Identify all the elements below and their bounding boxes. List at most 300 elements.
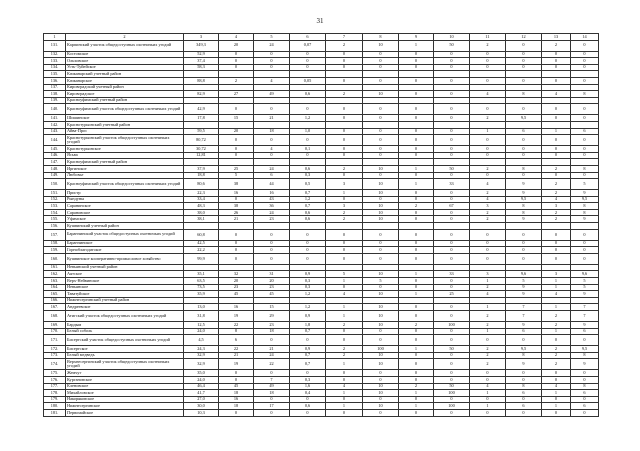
value-cell: 9: [506, 291, 542, 298]
value-cell: 0: [254, 335, 290, 346]
value-cell: 10: [363, 304, 399, 311]
value-cell: [254, 223, 290, 230]
value-cell: 0,7: [290, 328, 326, 335]
ground-name: Пристр: [66, 190, 184, 197]
value-cell: [219, 121, 254, 128]
value-cell: 0: [434, 229, 470, 240]
value-cell: 21: [219, 216, 254, 223]
value-cell: 4: [470, 196, 506, 203]
value-cell: 100: [434, 390, 470, 397]
column-header: 14: [571, 34, 599, 41]
value-cell: [506, 297, 542, 304]
value-cell: 0: [470, 64, 506, 71]
value-cell: 0: [290, 253, 326, 264]
value-cell: 3: [326, 203, 363, 210]
value-cell: 9: [571, 322, 599, 329]
value-cell: 0: [542, 247, 571, 254]
value-cell: 2: [542, 179, 571, 190]
ground-name: Карпинский участок общедоступных охотничьих угодий: [66, 40, 184, 51]
value-cell: 8: [571, 91, 599, 98]
page-number: 31: [316, 17, 324, 25]
value-cell: 1: [399, 179, 434, 190]
value-cell: [290, 84, 326, 91]
table-row: [44, 264, 599, 271]
value-cell: [399, 264, 434, 271]
value-cell: 0: [506, 240, 542, 247]
value-cell: 0: [470, 172, 506, 179]
value-cell: 0: [399, 335, 434, 346]
table-row: [44, 229, 599, 240]
value-cell: 0: [434, 115, 470, 122]
value-cell: 100: [363, 346, 399, 353]
ground-name: Красноуфимский учетный район: [66, 97, 184, 104]
value-cell: 3: [470, 271, 506, 278]
value-cell: 0: [571, 152, 599, 159]
table-row: [44, 71, 599, 78]
value-cell: 0: [399, 311, 434, 322]
row-number: 139.: [44, 97, 66, 104]
value-cell: 33,4: [184, 196, 219, 203]
value-cell: 0: [506, 409, 542, 416]
value-cell: 0: [542, 152, 571, 159]
value-cell: 2: [219, 77, 254, 84]
value-cell: 2: [470, 284, 506, 291]
value-cell: 0: [326, 77, 363, 84]
value-cell: 2: [326, 165, 363, 172]
value-cell: 0,7: [290, 352, 326, 359]
row-number: 156.: [44, 223, 66, 230]
value-cell: 0: [571, 240, 599, 247]
value-cell: 0: [290, 396, 326, 403]
value-cell: [326, 97, 363, 104]
value-cell: 22: [219, 346, 254, 353]
value-cell: 0: [363, 284, 399, 291]
value-cell: 7: [506, 304, 542, 311]
ground-name: Верхнесергинский участок общедоступных охотничьих угодий: [66, 359, 184, 370]
value-cell: 0: [571, 396, 599, 403]
row-number: 180.: [44, 403, 66, 410]
value-cell: [470, 121, 506, 128]
value-cell: 0: [399, 51, 434, 58]
row-number: 145.: [44, 146, 66, 153]
value-cell: [219, 84, 254, 91]
row-number: 151.: [44, 190, 66, 197]
value-cell: [184, 264, 219, 271]
value-cell: 38,0: [184, 209, 219, 216]
value-cell: 10: [363, 91, 399, 98]
value-cell: 1: [399, 271, 434, 278]
value-cell: 0: [254, 64, 290, 71]
value-cell: 30,72: [184, 146, 219, 153]
value-cell: 16: [219, 396, 254, 403]
column-header: 3: [184, 34, 219, 41]
table-row: [44, 190, 599, 197]
value-cell: 0: [542, 51, 571, 58]
value-cell: 9: [506, 216, 542, 223]
value-cell: 15: [254, 304, 290, 311]
ground-name: Бисертский участок общедоступных охотничьих угодий: [66, 335, 184, 346]
value-cell: [571, 97, 599, 104]
value-cell: 0: [254, 58, 290, 65]
value-cell: 7: [571, 311, 599, 322]
value-cell: 0,1: [290, 146, 326, 153]
value-cell: 0,3: [290, 284, 326, 291]
value-cell: 49: [254, 91, 290, 98]
value-cell: [470, 97, 506, 104]
value-cell: 1,2: [290, 291, 326, 298]
value-cell: 0: [571, 335, 599, 346]
value-cell: 8: [506, 383, 542, 390]
value-cell: 10: [363, 165, 399, 172]
value-cell: 0: [506, 229, 542, 240]
value-cell: 0: [326, 64, 363, 71]
value-cell: 0: [326, 247, 363, 254]
row-number: 170.: [44, 328, 66, 335]
value-cell: 22,3: [184, 190, 219, 197]
value-cell: 0: [542, 335, 571, 346]
value-cell: 80,72: [184, 135, 219, 146]
row-number: 159.: [44, 247, 66, 254]
value-cell: 2: [399, 322, 434, 329]
value-cell: 4: [542, 383, 571, 390]
value-cell: 9,5: [571, 346, 599, 353]
value-cell: 0: [470, 370, 506, 377]
value-cell: 42,5: [184, 240, 219, 247]
value-cell: 0: [434, 284, 470, 291]
row-number: 157.: [44, 229, 66, 240]
value-cell: 82,9: [184, 91, 219, 98]
table-header-row: [44, 34, 599, 41]
ground-name: Нижнесергинское: [66, 403, 184, 410]
value-cell: 0: [571, 376, 599, 383]
value-cell: 0: [506, 77, 542, 84]
value-cell: 0: [326, 135, 363, 146]
value-cell: [184, 84, 219, 91]
value-cell: 0: [434, 396, 470, 403]
row-number: 166.: [44, 297, 66, 304]
column-header: 13: [542, 34, 571, 41]
ground-name: Баранчинское: [66, 240, 184, 247]
value-cell: 0: [399, 115, 434, 122]
value-cell: 2: [542, 322, 571, 329]
column-header: 8: [363, 34, 399, 41]
row-number: 172.: [44, 346, 66, 353]
value-cell: 0: [219, 104, 254, 115]
row-number: 132.: [44, 51, 66, 58]
value-cell: 0: [326, 396, 363, 403]
value-cell: 20: [219, 40, 254, 51]
value-cell: 0: [470, 152, 506, 159]
value-cell: [434, 84, 470, 91]
value-cell: 0: [399, 409, 434, 416]
value-cell: 67: [434, 203, 470, 210]
value-cell: [399, 121, 434, 128]
value-cell: [434, 223, 470, 230]
value-cell: 0: [219, 64, 254, 71]
ground-name: Кургановское: [66, 376, 184, 383]
value-cell: 24: [254, 209, 290, 216]
value-cell: 0: [470, 229, 506, 240]
value-cell: [326, 264, 363, 271]
value-cell: 1: [542, 128, 571, 135]
table-row: [44, 284, 599, 291]
value-cell: 0: [254, 240, 290, 247]
table-row: [44, 203, 599, 210]
value-cell: 7: [506, 311, 542, 322]
value-cell: [326, 223, 363, 230]
table-row: [44, 278, 599, 285]
value-cell: [184, 97, 219, 104]
value-cell: 0: [219, 370, 254, 377]
value-cell: 2: [470, 322, 506, 329]
value-cell: 0: [470, 409, 506, 416]
value-cell: 2: [542, 165, 571, 172]
column-header: 4: [219, 34, 254, 41]
value-cell: 32,9: [184, 352, 219, 359]
value-cell: 1: [470, 278, 506, 285]
value-cell: 10: [363, 190, 399, 197]
value-cell: 33: [434, 271, 470, 278]
table-row: [44, 64, 599, 71]
value-cell: [326, 84, 363, 91]
value-cell: 0: [506, 370, 542, 377]
value-cell: 10: [363, 203, 399, 210]
value-cell: 0: [219, 135, 254, 146]
value-cell: 1: [399, 403, 434, 410]
value-cell: [184, 159, 219, 166]
value-cell: [254, 97, 290, 104]
column-header: 10: [434, 34, 470, 41]
value-cell: 0,6: [290, 403, 326, 410]
value-cell: 8: [571, 352, 599, 359]
value-cell: 0: [571, 247, 599, 254]
value-cell: 0: [219, 146, 254, 153]
value-cell: 0: [254, 370, 290, 377]
column-header: 6: [290, 34, 326, 41]
value-cell: 9: [506, 284, 542, 291]
value-cell: 17,8: [184, 115, 219, 122]
value-cell: 0: [542, 104, 571, 115]
value-cell: 0: [542, 370, 571, 377]
value-cell: 9: [571, 190, 599, 197]
table-row: [44, 84, 599, 91]
row-number: 134.: [44, 64, 66, 71]
value-cell: 21: [254, 346, 290, 353]
value-cell: 0: [399, 396, 434, 403]
value-cell: 2: [542, 346, 571, 353]
value-cell: [363, 297, 399, 304]
value-cell: 2: [470, 346, 506, 353]
value-cell: 0: [254, 396, 290, 403]
value-cell: 0: [399, 229, 434, 240]
value-cell: 35,1: [184, 271, 219, 278]
value-cell: 0: [506, 172, 542, 179]
value-cell: 0,6: [290, 91, 326, 98]
value-cell: 41,7: [184, 390, 219, 397]
value-cell: 1: [326, 359, 363, 370]
ground-name: Горноблагодатское: [66, 247, 184, 254]
value-cell: 2: [542, 216, 571, 223]
value-cell: 5: [571, 179, 599, 190]
ground-name: Усть-Туйейское: [66, 64, 184, 71]
value-cell: 58,3: [184, 64, 219, 71]
value-cell: 0: [571, 146, 599, 153]
table-row: [44, 115, 599, 122]
table-row: [44, 152, 599, 159]
value-cell: 0: [571, 58, 599, 65]
value-cell: 0: [434, 152, 470, 159]
value-cell: 2: [470, 216, 506, 223]
value-cell: 32: [219, 271, 254, 278]
value-cell: 7: [571, 304, 599, 311]
value-cell: 0: [434, 91, 470, 98]
value-cell: 0: [571, 40, 599, 51]
table-row: [44, 304, 599, 311]
value-cell: [506, 159, 542, 166]
value-cell: [326, 297, 363, 304]
value-cell: 29: [254, 311, 290, 322]
value-cell: 0: [571, 409, 599, 416]
row-number: 171.: [44, 335, 66, 346]
ground-name: Качканарское: [66, 77, 184, 84]
ground-name: Верх-Нейвинское: [66, 278, 184, 285]
value-cell: 0: [470, 104, 506, 115]
value-cell: 6: [254, 172, 290, 179]
ground-name: Жемчуг: [66, 370, 184, 377]
value-cell: [290, 223, 326, 230]
value-cell: 18: [219, 390, 254, 397]
ground-name: Белый медведь: [66, 352, 184, 359]
ground-name: Невьянское: [66, 284, 184, 291]
value-cell: 23: [254, 322, 290, 329]
value-cell: 8: [219, 328, 254, 335]
ground-name: Рындуны: [66, 196, 184, 203]
value-cell: [470, 264, 506, 271]
value-cell: 0: [399, 135, 434, 146]
value-cell: 38: [219, 179, 254, 190]
row-number: 144.: [44, 135, 66, 146]
value-cell: 36: [254, 203, 290, 210]
value-cell: 0: [506, 135, 542, 146]
value-cell: 0: [571, 51, 599, 58]
ground-name: Сарановское: [66, 209, 184, 216]
value-cell: 3: [470, 203, 506, 210]
value-cell: 0: [399, 359, 434, 370]
value-cell: 27,0: [184, 396, 219, 403]
value-cell: 1: [399, 165, 434, 172]
row-number: 175.: [44, 370, 66, 377]
value-cell: 0: [571, 135, 599, 146]
value-cell: 5: [571, 284, 599, 291]
table-row: [44, 165, 599, 172]
value-cell: 23: [254, 216, 290, 223]
value-cell: 0: [506, 146, 542, 153]
value-cell: 2: [326, 346, 363, 353]
value-cell: 99,9: [184, 253, 219, 264]
value-cell: 0: [290, 104, 326, 115]
value-cell: 0: [219, 58, 254, 65]
row-number: 155.: [44, 216, 66, 223]
value-cell: 31: [254, 271, 290, 278]
value-cell: 6: [571, 128, 599, 135]
value-cell: [184, 121, 219, 128]
column-header: 7: [326, 34, 363, 41]
table-row: [44, 297, 599, 304]
column-header: 1: [44, 34, 66, 41]
value-cell: 1: [326, 403, 363, 410]
value-cell: 0: [363, 335, 399, 346]
value-cell: 38: [219, 203, 254, 210]
value-cell: 8: [571, 165, 599, 172]
table-row: [44, 311, 599, 322]
row-number: 150.: [44, 179, 66, 190]
value-cell: 0: [434, 172, 470, 179]
value-cell: 0: [506, 64, 542, 71]
table-row: [44, 135, 599, 146]
value-cell: 6: [571, 390, 599, 397]
value-cell: 0: [506, 247, 542, 254]
value-cell: 24,3: [184, 346, 219, 353]
value-cell: 2: [470, 352, 506, 359]
value-cell: [571, 121, 599, 128]
hunting-grounds-table: [43, 33, 599, 417]
row-number: 137.: [44, 84, 66, 91]
value-cell: 23: [219, 284, 254, 291]
value-cell: 0: [399, 172, 434, 179]
value-cell: 0: [434, 196, 470, 203]
value-cell: 1,8: [290, 322, 326, 329]
value-cell: 0: [434, 376, 470, 383]
ground-name: Атигский участок общедоступных охотничьих угодий: [66, 311, 184, 322]
value-cell: 16: [254, 190, 290, 197]
value-cell: [184, 71, 219, 78]
value-cell: 0,9: [290, 271, 326, 278]
value-cell: [470, 223, 506, 230]
row-number: 169.: [44, 322, 66, 329]
value-cell: 0,07: [290, 40, 326, 51]
column-header: 11: [470, 34, 506, 41]
value-cell: 8: [571, 209, 599, 216]
value-cell: 0: [219, 240, 254, 247]
row-number: 163.: [44, 278, 66, 285]
value-cell: 2: [542, 209, 571, 216]
table-row: [44, 179, 599, 190]
value-cell: 0,7: [290, 190, 326, 197]
value-cell: [219, 223, 254, 230]
value-cell: 0: [506, 40, 542, 51]
value-cell: [571, 264, 599, 271]
value-cell: 0,5: [290, 179, 326, 190]
value-cell: 37,4: [184, 58, 219, 65]
value-cell: [470, 297, 506, 304]
value-cell: 15: [219, 115, 254, 122]
value-cell: [542, 159, 571, 166]
value-cell: 0: [434, 104, 470, 115]
value-cell: 73,5: [184, 284, 219, 291]
value-cell: [571, 223, 599, 230]
value-cell: 0: [363, 376, 399, 383]
value-cell: 52,9: [184, 51, 219, 58]
ground-name: Иргинское: [66, 165, 184, 172]
value-cell: 1,0: [290, 128, 326, 135]
column-header: 2: [66, 34, 184, 41]
value-cell: 0: [506, 396, 542, 403]
value-cell: 0: [363, 64, 399, 71]
value-cell: 50: [434, 383, 470, 390]
value-cell: [184, 223, 219, 230]
value-cell: 0: [399, 196, 434, 203]
value-cell: [434, 297, 470, 304]
